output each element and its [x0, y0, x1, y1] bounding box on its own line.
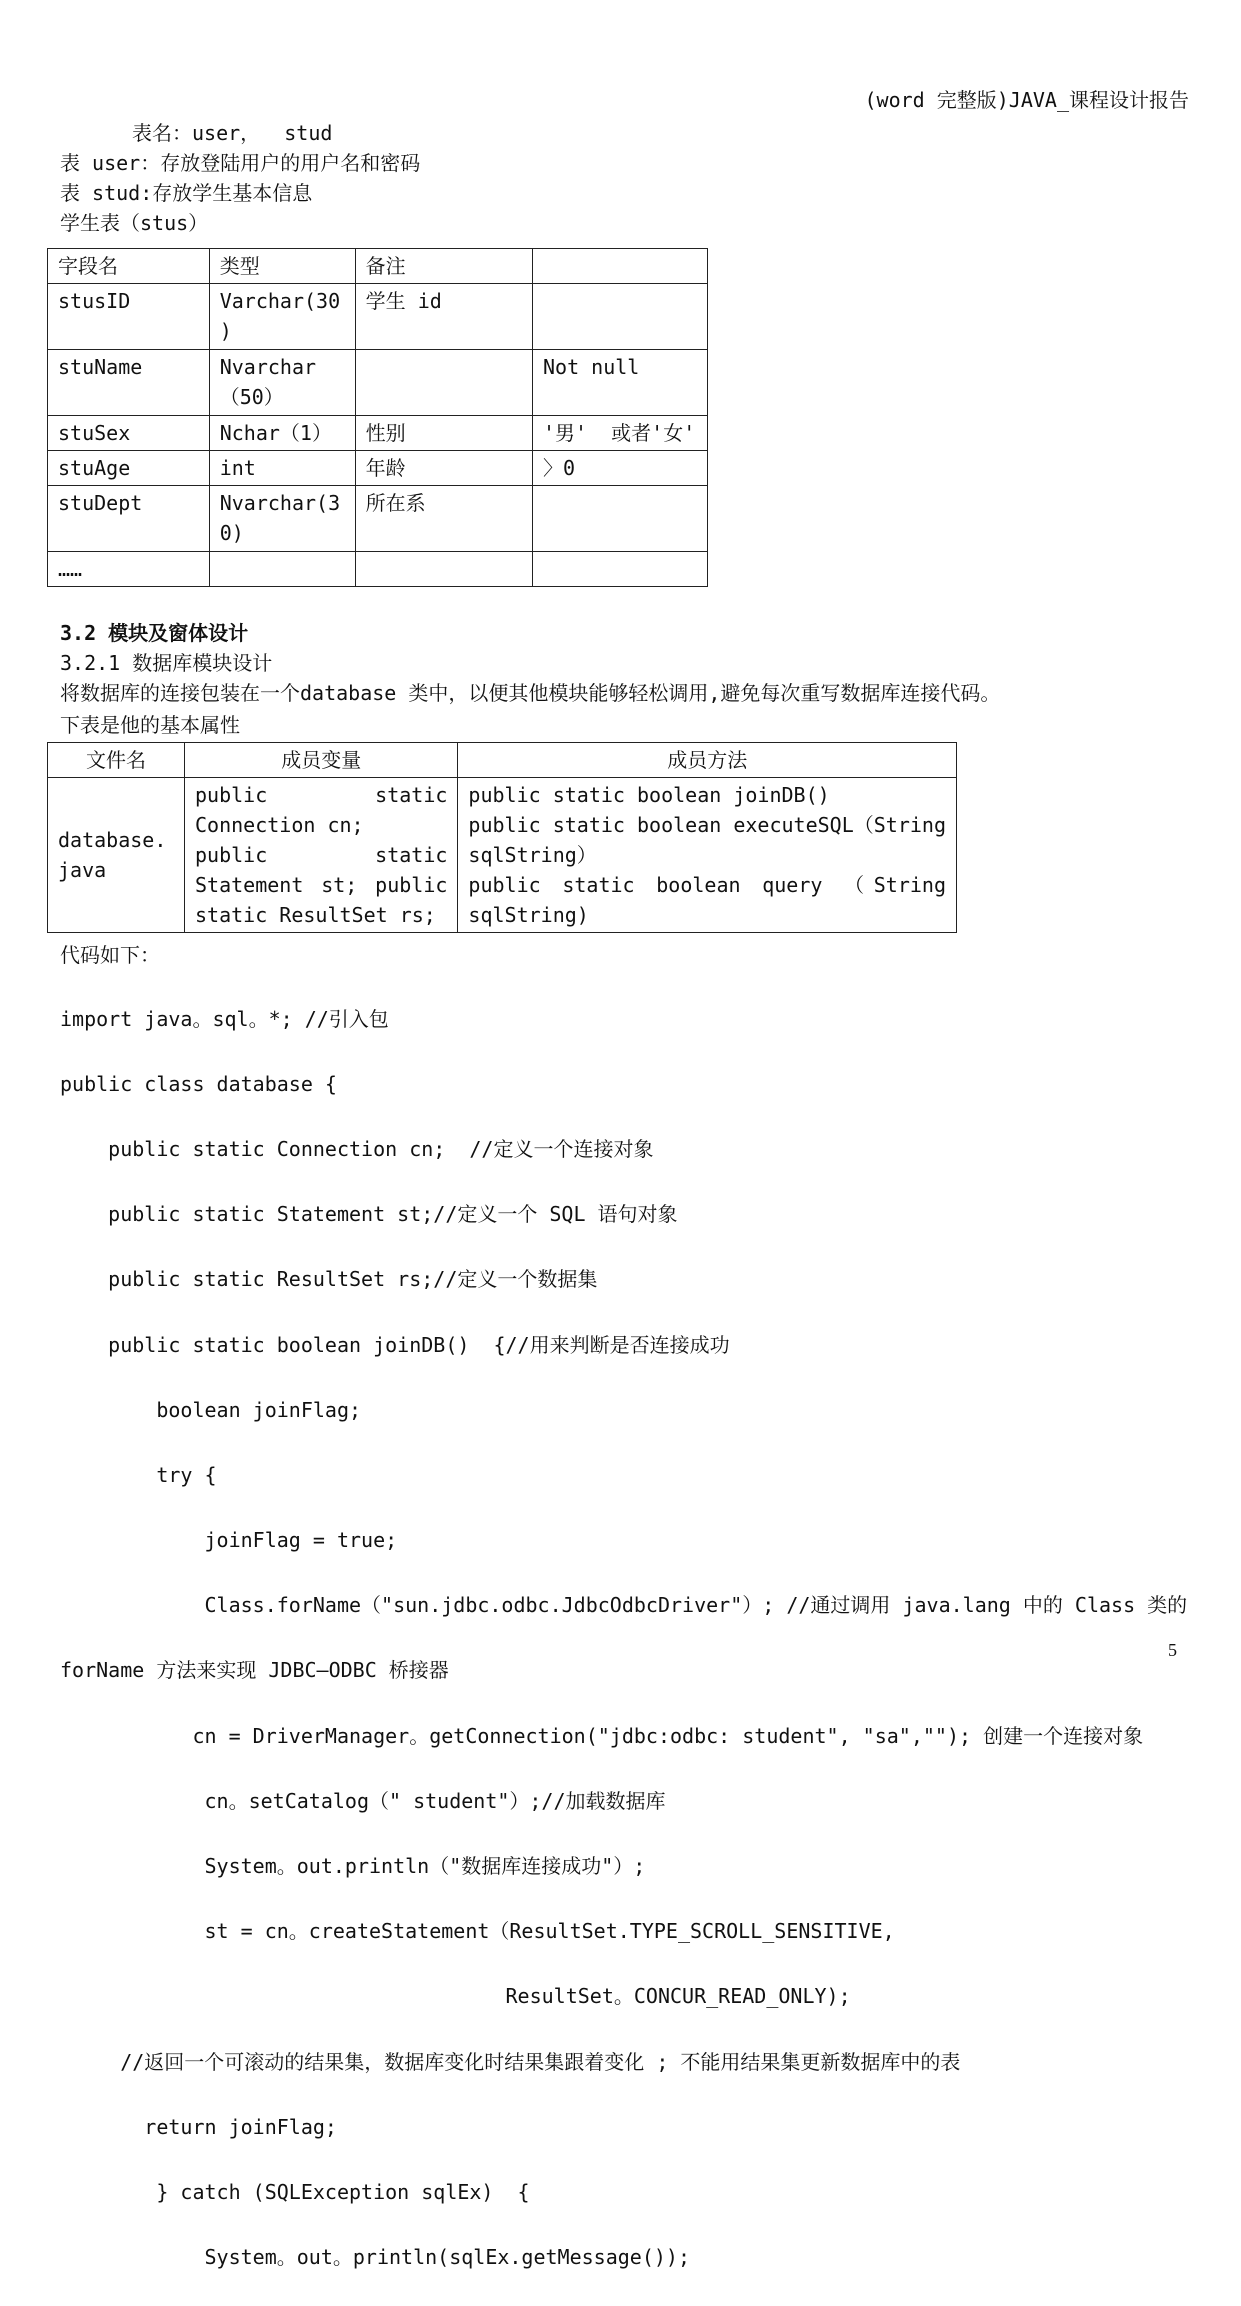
cell: Nvarchar （50）	[209, 350, 355, 416]
code-line: import java。sql。*; //引入包	[60, 1006, 389, 1031]
stus-table	[47, 248, 708, 587]
code-line: public static boolean joinDB() {//用来判断是否连接成功	[60, 1332, 730, 1357]
section-subheading: 3.2.1 数据库模块设计	[60, 651, 273, 675]
code-line: cn。setCatalog（" student"）;//加载数据库	[60, 1788, 666, 1813]
member-vars-cell	[185, 778, 458, 933]
section-paragraph: 将数据库的连接包装在一个database 类中，以便其他模块能够轻松调用,避免每次重写数据库连接代码。	[60, 681, 1001, 705]
header-cell: 类型	[209, 249, 355, 284]
table-row	[48, 451, 708, 486]
cell	[355, 350, 532, 416]
code-line: Class.forName（"sun.jdbc.odbc.JdbcOdbcDriver"）; //通过调用 java.lang 中的 Class 类的	[60, 1593, 1188, 1618]
table-row	[48, 552, 708, 587]
cell: int	[209, 451, 355, 486]
code-line: return joinFlag;	[60, 2114, 337, 2139]
table-row	[48, 350, 708, 416]
cell: Nchar（1）	[209, 416, 355, 451]
header-cell: 备注	[355, 249, 532, 284]
cell	[209, 552, 355, 587]
cell: 〉0	[532, 451, 707, 486]
member-methods-cell	[458, 778, 957, 933]
code-intro: 代码如下：	[60, 943, 160, 967]
database-attributes-table	[47, 742, 957, 933]
code-line: System。out.println（"数据库连接成功"）;	[60, 1854, 646, 1879]
cell	[355, 552, 532, 587]
code-line: public static Connection cn; //定义一个连接对象	[60, 1136, 654, 1161]
member-var-line: Statement st; public	[195, 873, 448, 897]
code-line: public static Statement st;//定义一个 SQL 语句对象	[60, 1202, 678, 1227]
file-name-cell: database.java	[48, 778, 185, 933]
table-row	[48, 778, 957, 933]
header-cell	[532, 249, 707, 284]
user-table-desc: 表 user：存放登陆用户的用户名和密码	[60, 151, 421, 175]
code-line: joinFlag = true;	[60, 1528, 398, 1553]
cell: stuAge	[48, 451, 210, 486]
header-cell: 成员变量	[185, 743, 458, 778]
cell: Not null	[532, 350, 707, 416]
member-method-line: sqlString）	[468, 843, 597, 867]
cell	[532, 284, 707, 350]
page-number: 5	[1168, 1640, 1177, 1660]
cell	[532, 486, 707, 552]
cell: Varchar(30 )	[209, 284, 355, 350]
table-header-row	[48, 249, 708, 284]
cell: 年龄	[355, 451, 532, 486]
cell: stuName	[48, 350, 210, 416]
member-var-line: public static	[195, 843, 448, 867]
stus-table-title: 学生表（stus）	[60, 211, 209, 235]
member-method-line: public static boolean joinDB()	[468, 783, 830, 807]
header-cell: 成员方法	[458, 743, 957, 778]
code-line: forName 方法来实现 JDBC—ODBC 桥接器	[60, 1658, 449, 1683]
cell: Nvarchar(3 0)	[209, 486, 355, 552]
code-line: } catch (SQLException sqlEx) {	[60, 2179, 530, 2204]
table-row	[48, 416, 708, 451]
header-cell: 文件名	[48, 743, 185, 778]
code-line: //返回一个可滚动的结果集，数据库变化时结果集跟着变化 ; 不能用结果集更新数据库中的表	[60, 2049, 961, 2074]
code-line: boolean joinFlag;	[60, 1397, 362, 1422]
cell: '男' 或者'女'	[532, 416, 707, 451]
cell: stuSex	[48, 416, 210, 451]
table-names: 表名：user， stud	[132, 121, 333, 145]
code-line: public static ResultSet rs;//定义一个数据集	[60, 1267, 598, 1292]
code-line: public class database {	[60, 1071, 337, 1096]
page-header: (word 完整版)JAVA_课程设计报告	[864, 88, 1189, 112]
member-var-line: Connection cn;	[195, 813, 364, 837]
cell: 学生 id	[355, 284, 532, 350]
cell: stusID	[48, 284, 210, 350]
section-paragraph-2: 下表是他的基本属性	[60, 713, 240, 737]
header-cell: 字段名	[48, 249, 210, 284]
cell	[532, 552, 707, 587]
member-var-line: static ResultSet rs;	[195, 903, 436, 927]
member-method-line: sqlString)	[468, 903, 589, 927]
table-header-row	[48, 743, 957, 778]
cell: ……	[48, 552, 210, 587]
code-line: System。out。println(sqlEx.getMessage());	[60, 2245, 691, 2270]
cell: 所在系	[355, 486, 532, 552]
code-line: st = cn。createStatement（ResultSet.TYPE_SCROLL_SENSITIVE,	[60, 1919, 895, 1944]
member-var-line: public static	[195, 783, 448, 807]
member-method-line: public static boolean query （String	[468, 873, 946, 897]
code-block	[60, 970, 1187, 2306]
table-row	[48, 486, 708, 552]
cell: stuDept	[48, 486, 210, 552]
code-line: cn = DriverManager。getConnection("jdbc:odbc: student", "sa",""); 创建一个连接对象	[60, 1723, 1144, 1748]
section-heading: 3.2 模块及窗体设计	[60, 621, 249, 645]
cell: 性别	[355, 416, 532, 451]
member-method-line: public static boolean executeSQL（String	[468, 813, 946, 837]
code-line: ResultSet。CONCUR_READ_ONLY);	[60, 1984, 851, 2009]
code-line: try {	[60, 1462, 217, 1487]
stud-table-desc: 表 stud:存放学生基本信息	[60, 181, 313, 205]
table-row	[48, 284, 708, 350]
